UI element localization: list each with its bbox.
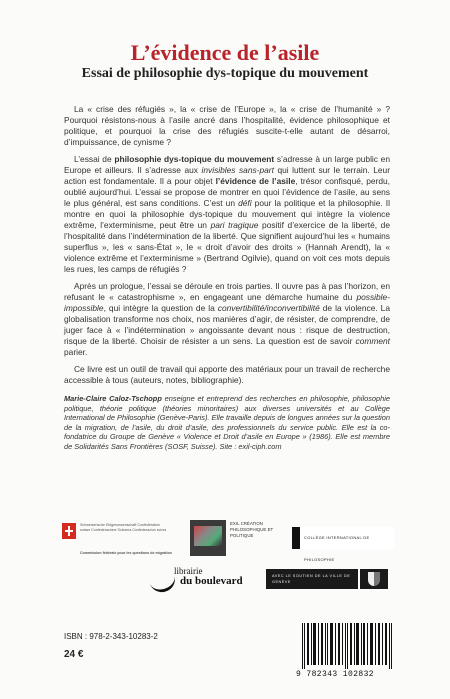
text-run: qui luttent sur le terrain. Leur action est fondamentale. Il a pour objet [64, 165, 391, 186]
bio-text: enseigne et entreprend des recherches en philosophie, philosophie politique, théorie politique (théories minoritaires) aux diverses universités et au Collège International de Philosophie (Genève-Paris). Elle travaille depuis de longues années sur la question de la migration, de l’asile, du droit d’asile, des professionnels du service public. Elle est la co-fondatrice du Groupe de Genève « Violence et Droit d’asile en Europe » (1986). Elle est membre de Solidarités Sans Frontières (SOSF, Suisse). Site : exil-ciph.com [64, 394, 390, 451]
college-philosophie-logo: COLLÈGE INTERNATIONAL DE PHILOSOPHIE [292, 527, 394, 549]
emphasis: philosophie dys-topique du mouvement [114, 154, 275, 164]
emphasis: défi [238, 198, 252, 208]
blurb-text [64, 104, 390, 452]
paragraph-1: La « crise des réfugiés », la « crise de l’Europe », la « crise de l’humanité » ? Pourquoi résistons-nous à l’asile ancré dans l’hospitalité, évidence philosophique et politique, et pourquoi la crise des réfugiés suscite-t-elle autant de désarroi, d’impuissance, de cynisme ? [64, 104, 390, 147]
barcode-icon [300, 623, 394, 669]
emphasis: possible-impossible [64, 292, 390, 313]
text-run: L’essai de [74, 154, 115, 164]
swiss-flag-icon [62, 523, 76, 539]
swiss-logo-text: Schweizerische Eidgenossenschaft Confédération suisse Confederazione Svizzera Confederaziun svizra [80, 523, 167, 532]
text-run: parier. [64, 347, 88, 357]
bookshop-name-line2: du boulevard [180, 575, 243, 587]
emphasis: invisibles sans-part [201, 165, 274, 175]
paragraph-2 [64, 154, 390, 275]
text-run: s’adresse à un large public en Europe et ailleurs. Il s’adresse aux [64, 154, 390, 175]
book-title: L’évidence de l’asile [130, 40, 320, 65]
geneve-crest-icon [360, 569, 388, 589]
text-run: pour la politique et la philosophie. Il montre en quoi la philosophie dys-topique du mouvement qui intègre la violence extrême, l’exterminisme, peut être un [64, 198, 390, 230]
emphasis: convertibilité/inconvertibilité [217, 303, 320, 313]
exil-logo-image [190, 520, 226, 556]
price: 24 € [64, 649, 84, 660]
barcode-number: 9 782343 102832 [296, 670, 375, 679]
librairie-du-boulevard-logo [150, 567, 250, 595]
ville-de-geneve-logo: AVEC LE SOUTIEN DE LA VILLE DE GENÈVE [266, 569, 358, 589]
swiss-logo-caption: Commission fédérale pour les questions de migration [80, 551, 172, 555]
author-bio [64, 394, 390, 452]
author-name: Marie-Claire Caloz-Tschopp [64, 394, 162, 403]
exil-logo-text: EXIL CRÉATION PHILOSOPHIQUE ET POLITIQUE [230, 521, 274, 538]
bookshop-name-line1: librairie [174, 566, 203, 576]
paragraph-3 [64, 281, 390, 358]
isbn: ISBN : 978-2-343-10283-2 [64, 632, 158, 641]
text-run: , trésor confisqué, perdu, oublié aujourd’hui. L’essai se propose de montrer en quoi l’évidence de l’asile, au sens le plus général, est sans conditions. C’est un [64, 176, 390, 208]
emphasis: pari tragique [210, 220, 259, 230]
swiss-confederation-logo [62, 523, 172, 559]
text-run: positif d’exercice de la liberté, de l’hospitalité dans l’indétermination de la liberté. Que signifient aujourd’hui les « humains superflus », les « sans-État », le « droit d’avoir des droits » (Hannah Arendt), la « violence extrême et l’exterminisme » (Bertrand Ogilvie), quand on voit ces mots depuis les rues, les camps de réfugiés ? [64, 220, 390, 274]
emphasis: l’évidence de l’asile [215, 176, 296, 186]
emphasis: comment [355, 336, 390, 346]
text-run: Après un prologue, l’essai se déroule en trois parties. Il ouvre pas à pas l’horizon, en refusant le « catastrophisme », en engageant une démarche humaine du [64, 281, 390, 302]
text-run: , qui intègre la question de la [103, 303, 218, 313]
paragraph-4: Ce livre est un outil de travail qui apporte des matériaux pour un travail de recherche accessible à tous (auteurs, notes, bibliographie). [64, 364, 390, 385]
book-subtitle: Essai de philosophie dys-topique du mouvement [81, 66, 369, 81]
text-run: de la violence. La globalisation transforme nos choix, nos manières d’agir, de résister, de comprendre, de juger face à « l’indétermination » angoissante devant nous : risque de destruction, risque de la liberté. Choisir de résister a un sens. La question est de savoir [64, 303, 390, 346]
